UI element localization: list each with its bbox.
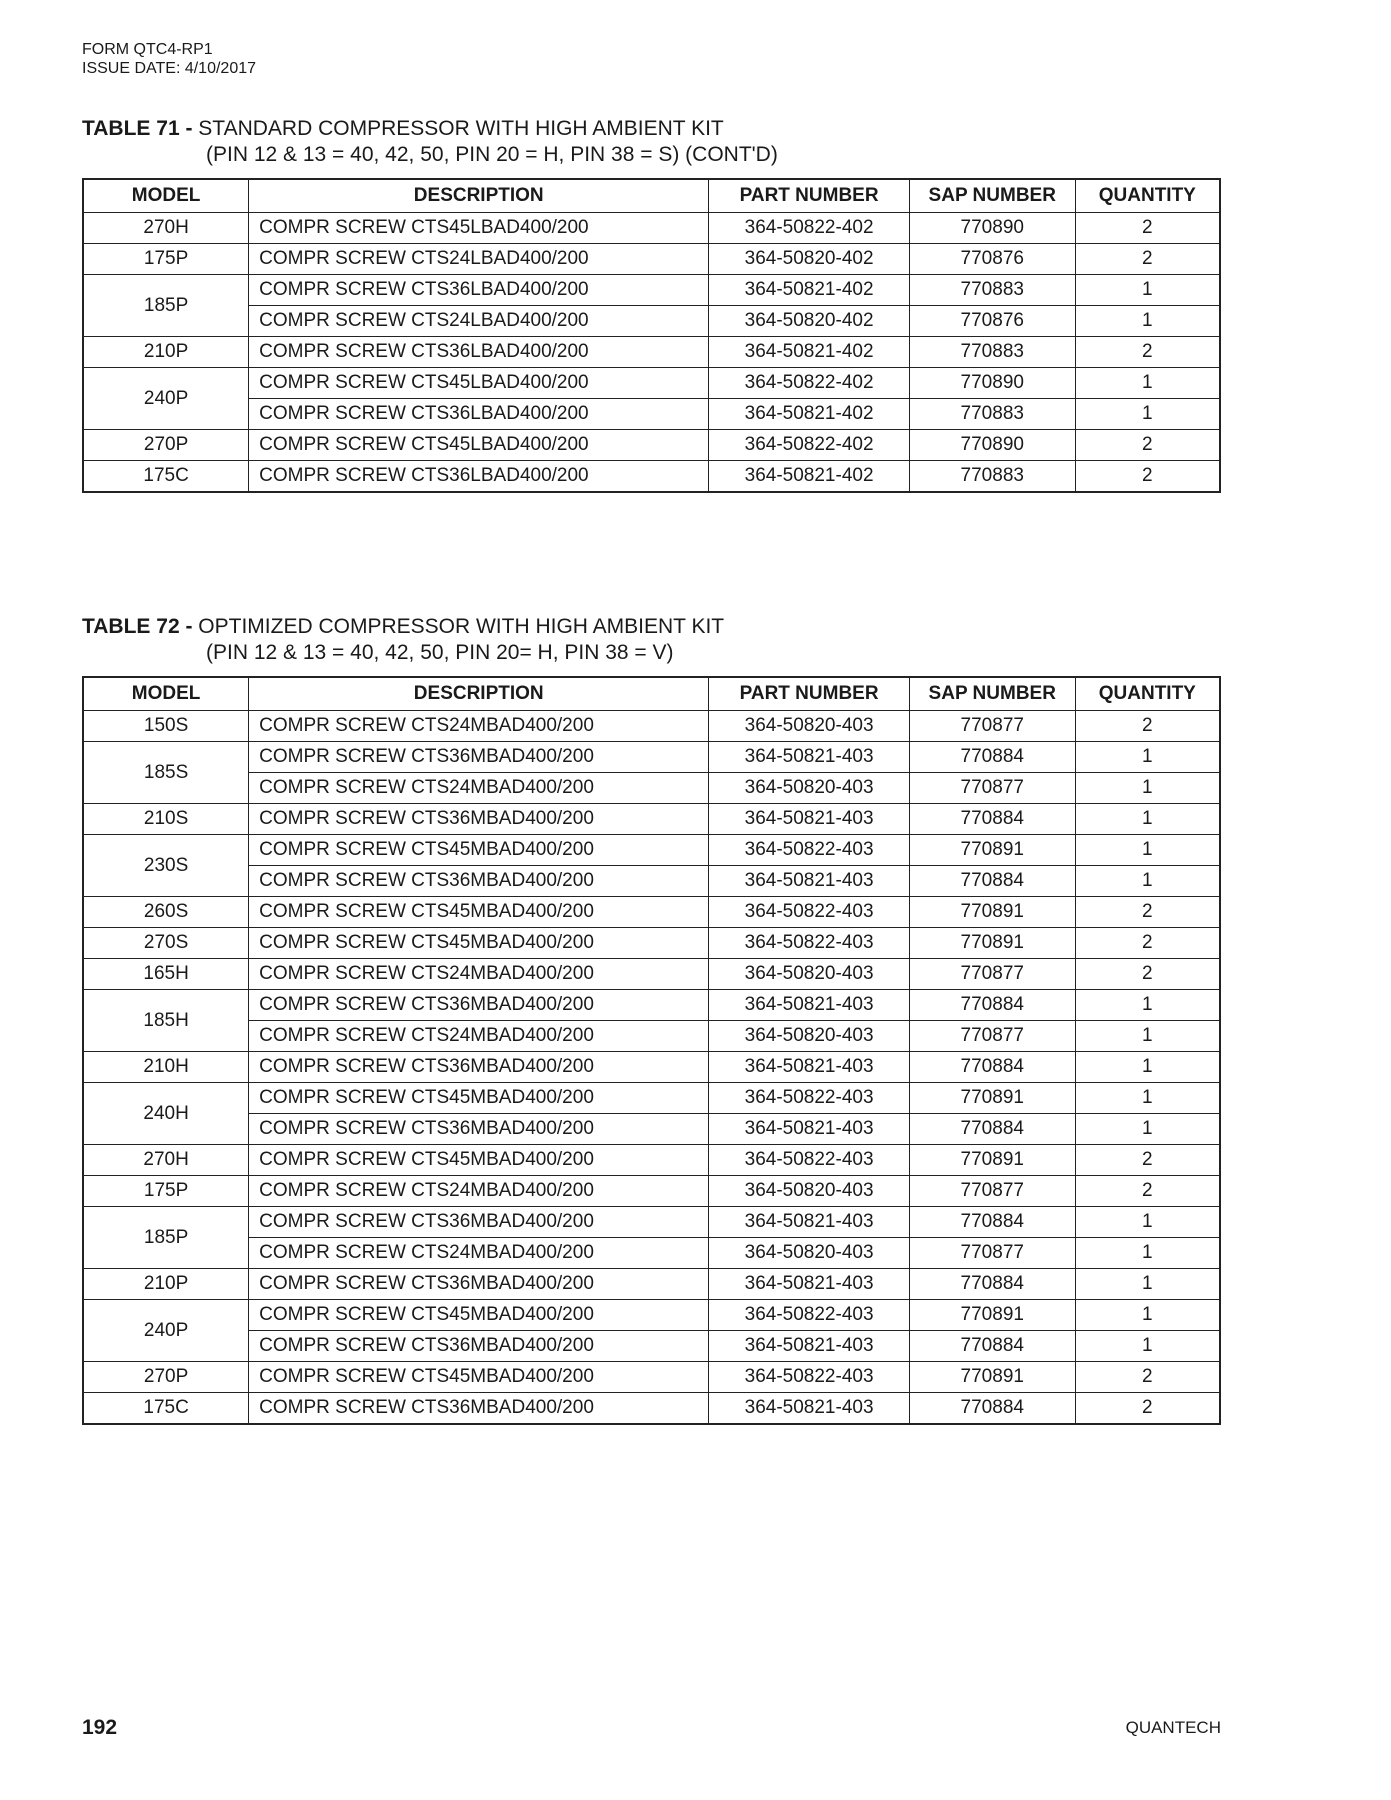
table-row [83,306,1220,337]
model-cell: 210P [83,1269,249,1300]
quantity-cell: 2 [1075,959,1220,990]
quantity-cell: 2 [1075,928,1220,959]
quantity-cell: 1 [1075,1114,1220,1145]
sap-number-cell: 770877 [909,773,1075,804]
description-cell: COMPR SCREW CTS36LBAD400/200 [249,399,709,430]
part-number-cell: 364-50822-403 [709,897,910,928]
part-number-cell: 364-50822-403 [709,1083,910,1114]
quantity-cell: 1 [1075,742,1220,773]
part-number-cell: 364-50820-403 [709,773,910,804]
description-cell: COMPR SCREW CTS45MBAD400/200 [249,897,709,928]
part-number-cell: 364-50822-402 [709,368,910,399]
model-cell: 150S [83,711,249,742]
table-row [83,1207,1220,1238]
quantity-cell: 2 [1075,1176,1220,1207]
model-cell: 210P [83,337,249,368]
quantity-cell: 2 [1075,244,1220,275]
quantity-cell: 1 [1075,399,1220,430]
table-72-label: TABLE 72 - [82,615,193,638]
table-row [83,990,1220,1021]
quantity-cell: 1 [1075,1238,1220,1269]
quantity-cell: 2 [1075,337,1220,368]
sap-number-cell: 770877 [909,1176,1075,1207]
table-row [83,1300,1220,1331]
part-number-cell: 364-50820-403 [709,959,910,990]
table-71-label: TABLE 71 - [82,117,193,140]
model-cell: 175P [83,1176,249,1207]
part-number-cell: 364-50820-403 [709,711,910,742]
column-header-quantity: QUANTITY [1075,677,1220,711]
description-cell: COMPR SCREW CTS24MBAD400/200 [249,1176,709,1207]
model-cell: 210S [83,804,249,835]
description-cell: COMPR SCREW CTS36MBAD400/200 [249,742,709,773]
quantity-cell: 2 [1075,1145,1220,1176]
table-row [83,1021,1220,1052]
sap-number-cell: 770884 [909,866,1075,897]
model-cell: 270H [83,1145,249,1176]
description-cell: COMPR SCREW CTS36LBAD400/200 [249,461,709,493]
part-number-cell: 364-50821-402 [709,399,910,430]
part-number-cell: 364-50821-403 [709,866,910,897]
sap-number-cell: 770890 [909,430,1075,461]
model-cell: 185P [83,1207,249,1269]
part-number-cell: 364-50821-403 [709,1393,910,1425]
column-header-description: DESCRIPTION [249,677,709,711]
sap-number-cell: 770877 [909,959,1075,990]
table-row [83,1052,1220,1083]
table-72 [82,676,1221,1425]
description-cell: COMPR SCREW CTS36MBAD400/200 [249,866,709,897]
table-72-heading: OPTIMIZED COMPRESSOR WITH HIGH AMBIENT KIT [192,615,725,638]
model-cell: 270P [83,430,249,461]
form-id: FORM QTC4-RP1 [82,41,213,58]
header-row [83,179,1220,213]
model-cell: 185S [83,742,249,804]
model-cell: 185H [83,990,249,1052]
part-number-cell: 364-50822-403 [709,1362,910,1393]
sap-number-cell: 770883 [909,461,1075,493]
sap-number-cell: 770884 [909,1331,1075,1362]
part-number-cell: 364-50821-403 [709,1331,910,1362]
table-row [83,1269,1220,1300]
quantity-cell: 1 [1075,1331,1220,1362]
table-row [83,711,1220,742]
description-cell: COMPR SCREW CTS36MBAD400/200 [249,1207,709,1238]
part-number-cell: 364-50822-402 [709,430,910,461]
part-number-cell: 364-50820-403 [709,1176,910,1207]
sap-number-cell: 770884 [909,1114,1075,1145]
description-cell: COMPR SCREW CTS36LBAD400/200 [249,337,709,368]
part-number-cell: 364-50821-403 [709,1269,910,1300]
part-number-cell: 364-50821-402 [709,337,910,368]
part-number-cell: 364-50822-403 [709,835,910,866]
description-cell: COMPR SCREW CTS24MBAD400/200 [249,1021,709,1052]
sap-number-cell: 770876 [909,306,1075,337]
form-header [82,40,256,78]
description-cell: COMPR SCREW CTS24LBAD400/200 [249,244,709,275]
quantity-cell: 1 [1075,1207,1220,1238]
model-cell: 175C [83,1393,249,1425]
sap-number-cell: 770884 [909,804,1075,835]
quantity-cell: 1 [1075,1300,1220,1331]
sap-number-cell: 770883 [909,399,1075,430]
model-cell: 240P [83,1300,249,1362]
part-number-cell: 364-50820-403 [709,1238,910,1269]
description-cell: COMPR SCREW CTS24MBAD400/200 [249,1238,709,1269]
description-cell: COMPR SCREW CTS45MBAD400/200 [249,1362,709,1393]
description-cell: COMPR SCREW CTS36MBAD400/200 [249,1269,709,1300]
sap-number-cell: 770884 [909,1393,1075,1425]
part-number-cell: 364-50821-403 [709,804,910,835]
column-header-description: DESCRIPTION [249,179,709,213]
table-row [83,742,1220,773]
description-cell: COMPR SCREW CTS36MBAD400/200 [249,1331,709,1362]
sap-number-cell: 770884 [909,1269,1075,1300]
table-row [83,1114,1220,1145]
issue-date: ISSUE DATE: 4/10/2017 [82,60,257,77]
table-71-subtitle: (PIN 12 & 13 = 40, 42, 50, PIN 20 = H, PIN 38 = S) (CONT'D) [206,143,778,166]
quantity-cell: 1 [1075,368,1220,399]
table-row [83,1238,1220,1269]
description-cell: COMPR SCREW CTS24MBAD400/200 [249,959,709,990]
part-number-cell: 364-50821-403 [709,1114,910,1145]
quantity-cell: 2 [1075,213,1220,244]
quantity-cell: 1 [1075,1269,1220,1300]
quantity-cell: 2 [1075,1393,1220,1425]
description-cell: COMPR SCREW CTS45MBAD400/200 [249,1300,709,1331]
part-number-cell: 364-50821-403 [709,742,910,773]
table-row [83,1083,1220,1114]
quantity-cell: 1 [1075,990,1220,1021]
description-cell: COMPR SCREW CTS24MBAD400/200 [249,773,709,804]
quantity-cell: 2 [1075,1362,1220,1393]
part-number-cell: 364-50822-403 [709,1145,910,1176]
header-row [83,677,1220,711]
sap-number-cell: 770891 [909,1083,1075,1114]
part-number-cell: 364-50821-403 [709,990,910,1021]
part-number-cell: 364-50820-402 [709,306,910,337]
part-number-cell: 364-50820-402 [709,244,910,275]
quantity-cell: 1 [1075,1052,1220,1083]
description-cell: COMPR SCREW CTS45MBAD400/200 [249,1083,709,1114]
part-number-cell: 364-50820-403 [709,1021,910,1052]
description-cell: COMPR SCREW CTS36LBAD400/200 [249,275,709,306]
column-header-part-number: PART NUMBER [709,677,910,711]
description-cell: COMPR SCREW CTS45MBAD400/200 [249,928,709,959]
column-header-sap-number: SAP NUMBER [909,677,1075,711]
model-cell: 240P [83,368,249,430]
description-cell: COMPR SCREW CTS45LBAD400/200 [249,430,709,461]
table-row [83,928,1220,959]
description-cell: COMPR SCREW CTS45LBAD400/200 [249,368,709,399]
table-row [83,461,1220,493]
quantity-cell: 1 [1075,835,1220,866]
description-cell: COMPR SCREW CTS36MBAD400/200 [249,1052,709,1083]
description-cell: COMPR SCREW CTS45MBAD400/200 [249,1145,709,1176]
part-number-cell: 364-50821-402 [709,461,910,493]
sap-number-cell: 770877 [909,1238,1075,1269]
sap-number-cell: 770877 [909,1021,1075,1052]
sap-number-cell: 770890 [909,213,1075,244]
table-row [83,275,1220,306]
sap-number-cell: 770884 [909,1207,1075,1238]
description-cell: COMPR SCREW CTS36MBAD400/200 [249,1114,709,1145]
description-cell: COMPR SCREW CTS45LBAD400/200 [249,213,709,244]
quantity-cell: 2 [1075,430,1220,461]
table-row [83,1176,1220,1207]
quantity-cell: 1 [1075,804,1220,835]
brand-name: QUANTECH [1125,1718,1221,1737]
quantity-cell: 2 [1075,711,1220,742]
quantity-cell: 1 [1075,275,1220,306]
sap-number-cell: 770891 [909,1362,1075,1393]
column-header-sap-number: SAP NUMBER [909,179,1075,213]
model-cell: 270S [83,928,249,959]
quantity-cell: 1 [1075,1083,1220,1114]
quantity-cell: 1 [1075,1021,1220,1052]
part-number-cell: 364-50821-403 [709,1207,910,1238]
sap-number-cell: 770891 [909,897,1075,928]
table-row [83,337,1220,368]
model-cell: 175P [83,244,249,275]
quantity-cell: 1 [1075,306,1220,337]
part-number-cell: 364-50821-402 [709,275,910,306]
sap-number-cell: 770876 [909,244,1075,275]
description-cell: COMPR SCREW CTS24LBAD400/200 [249,306,709,337]
column-header-model: MODEL [83,677,249,711]
table-71-title [82,116,778,168]
column-header-quantity: QUANTITY [1075,179,1220,213]
sap-number-cell: 770891 [909,835,1075,866]
sap-number-cell: 770883 [909,275,1075,306]
model-cell: 175C [83,461,249,493]
sap-number-cell: 770884 [909,1052,1075,1083]
table-row [83,399,1220,430]
table-row [83,368,1220,399]
table-row [83,835,1220,866]
model-cell: 270P [83,1362,249,1393]
part-number-cell: 364-50822-403 [709,1300,910,1331]
table-row [83,773,1220,804]
description-cell: COMPR SCREW CTS36MBAD400/200 [249,1393,709,1425]
sap-number-cell: 770891 [909,1145,1075,1176]
quantity-cell: 1 [1075,866,1220,897]
sap-number-cell: 770891 [909,1300,1075,1331]
sap-number-cell: 770890 [909,368,1075,399]
table-row [83,1331,1220,1362]
model-cell: 230S [83,835,249,897]
table-row [83,1393,1220,1425]
table-row [83,866,1220,897]
part-number-cell: 364-50821-403 [709,1052,910,1083]
table-row [83,430,1220,461]
quantity-cell: 2 [1075,897,1220,928]
description-cell: COMPR SCREW CTS24MBAD400/200 [249,711,709,742]
quantity-cell: 2 [1075,461,1220,493]
table-row [83,959,1220,990]
sap-number-cell: 770883 [909,337,1075,368]
part-number-cell: 364-50822-402 [709,213,910,244]
description-cell: COMPR SCREW CTS45MBAD400/200 [249,835,709,866]
model-cell: 260S [83,897,249,928]
model-cell: 165H [83,959,249,990]
description-cell: COMPR SCREW CTS36MBAD400/200 [249,804,709,835]
table-row [83,244,1220,275]
description-cell: COMPR SCREW CTS36MBAD400/200 [249,990,709,1021]
quantity-cell: 1 [1075,773,1220,804]
table-row [83,897,1220,928]
part-number-cell: 364-50822-403 [709,928,910,959]
model-cell: 240H [83,1083,249,1145]
column-header-part-number: PART NUMBER [709,179,910,213]
table-row [83,1362,1220,1393]
sap-number-cell: 770877 [909,711,1075,742]
model-cell: 270H [83,213,249,244]
sap-number-cell: 770884 [909,742,1075,773]
table-row [83,1145,1220,1176]
sap-number-cell: 770884 [909,990,1075,1021]
table-71 [82,178,1221,493]
table-row [83,804,1220,835]
table-row [83,213,1220,244]
model-cell: 185P [83,275,249,337]
sap-number-cell: 770891 [909,928,1075,959]
table-72-subtitle: (PIN 12 & 13 = 40, 42, 50, PIN 20= H, PIN 38 = V) [206,641,674,664]
page-number: 192 [82,1716,118,1739]
table-71-heading: STANDARD COMPRESSOR WITH HIGH AMBIENT KIT [192,117,724,140]
table-72-title [82,614,724,666]
column-header-model: MODEL [83,179,249,213]
model-cell: 210H [83,1052,249,1083]
